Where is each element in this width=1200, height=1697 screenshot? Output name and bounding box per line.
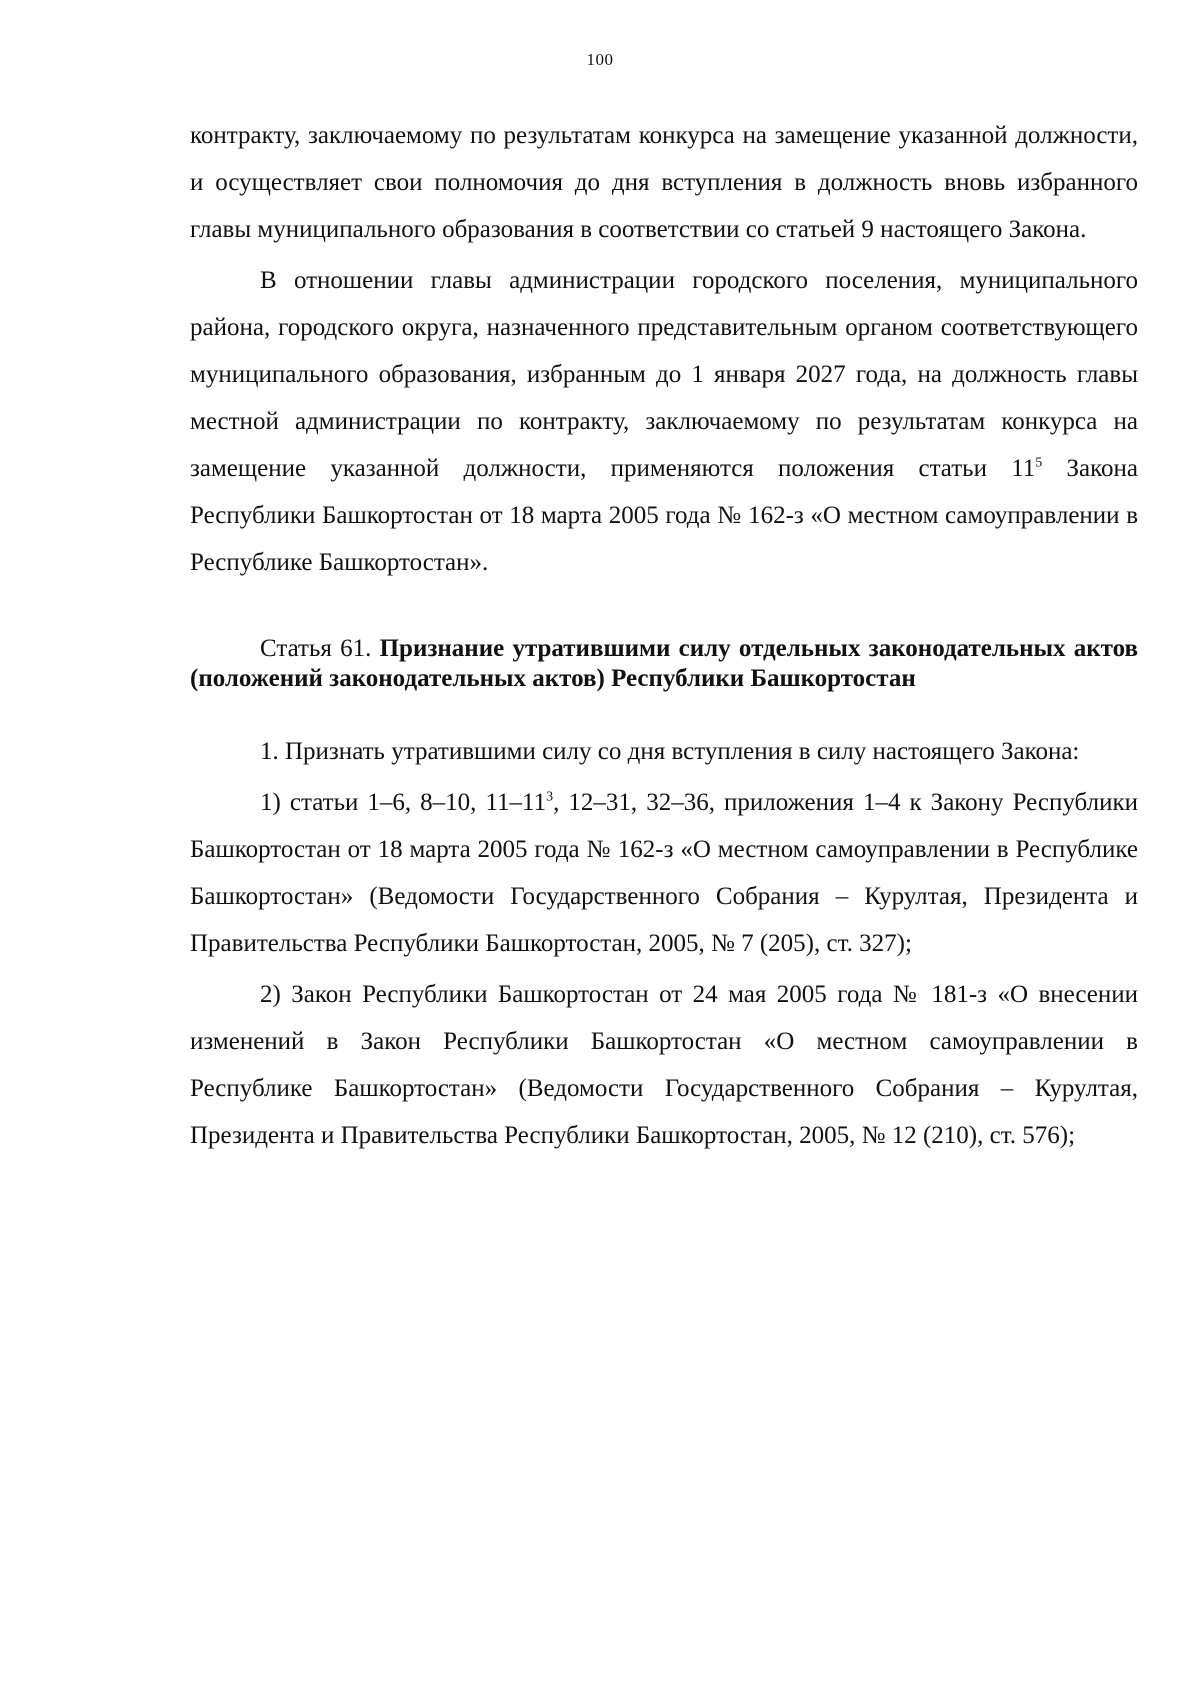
paragraph-text: В отношении главы администрации городского поселения, муниципального района, городского округа, назначенного представительным органом соответствующего муниципального образования, избранным до 1 января 2027 года, на должность главы местной администрации по контракту, заключаемому по результатам конкурса на замещение указанной должности, применяются положения статьи 11 <box>190 267 1138 482</box>
subitem-text: , 12–31, 32–36, приложения 1–4 к Закону Республики Башкортостан от 18 марта 2005 года № 162-з «О местном самоуправлении в Республике Башкортостан» (Ведомости Государственного Собрания – Курултая, Президента и Правительства Республики Башкортостан, 2005, № 7 (205), ст. 327); <box>190 789 1138 957</box>
item-1-intro: 1. Признать утратившими силу со дня вступления в силу настоящего Закона: <box>260 738 1080 765</box>
paragraph-text: Закона Республики Башкортостан от 18 марта 2005 года № 162-з «О местном самоуправлении в Республике Башкортостан». <box>190 455 1138 576</box>
subitem-1 <box>190 779 1138 967</box>
article-number: Статья 61. <box>260 635 372 662</box>
paragraph-continuation: контракту, заключаемому по результатам конкурса на замещение указанной должности, и осуществляет свои полномочия до дня вступления в должность вновь избранного главы муниципального образования в соответствии со статьей 9 настоящего Закона. <box>190 122 1138 243</box>
article-title: Признание утратившими силу отдельных законодательных актов (положений законодательных актов) Республики Башкортостан <box>190 635 1139 692</box>
page-number: 100 <box>586 50 614 69</box>
subitem-2: 2) Закон Республики Башкортостан от 24 мая 2005 года № 181-з «О внесении изменений в Закон Республики Башкортостан «О местном самоуправлении в Республике Башкортостан» (Ведомости Государственного Собрания – Курултая, Президента и Правительства Республики Башкортостан, 2005, № 12 (210), ст. 576); <box>190 981 1138 1149</box>
article-heading <box>190 634 1138 694</box>
superscript: 5 <box>1035 455 1043 471</box>
paragraph-transition-provision <box>190 257 1138 586</box>
superscript: 3 <box>546 789 554 805</box>
subitem-text: 1) статьи 1–6, 8–10, 11–11 <box>260 789 547 816</box>
document-body <box>190 112 1138 1159</box>
